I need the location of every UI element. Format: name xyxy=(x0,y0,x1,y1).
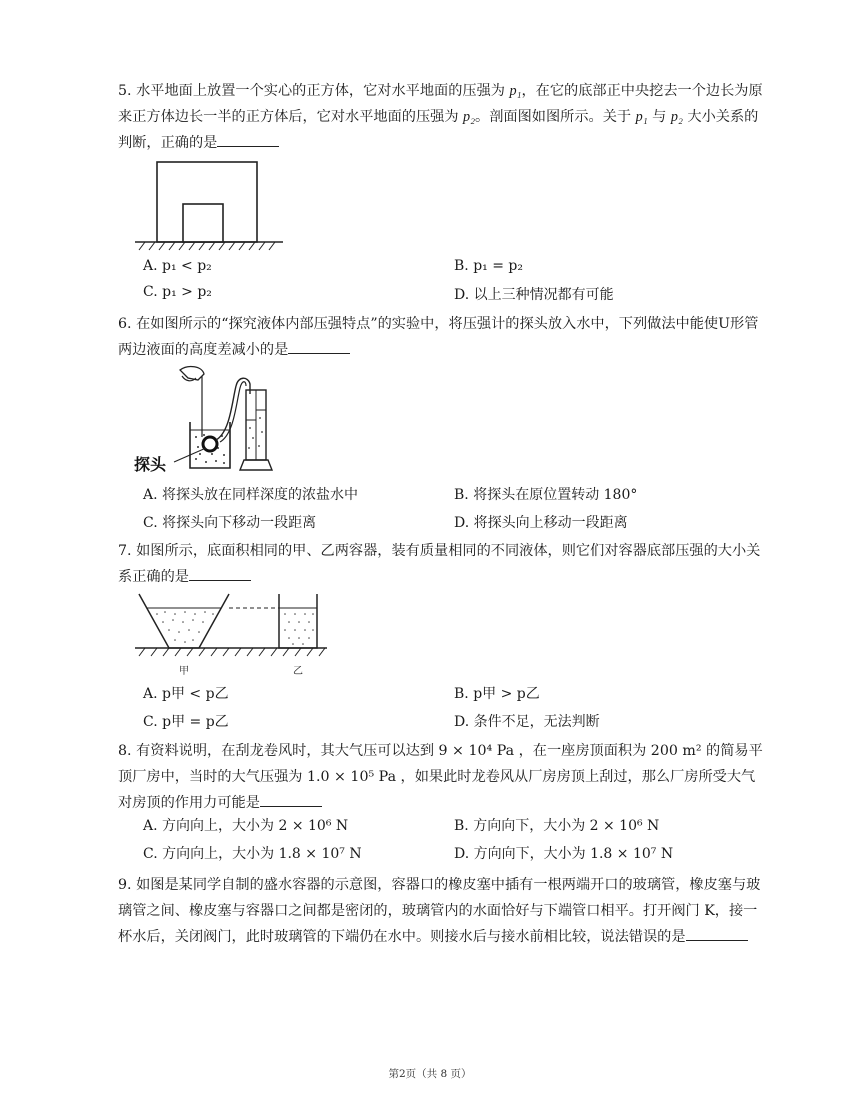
question-5 xyxy=(118,78,768,156)
option-d[interactable]: D. 以上三种情况都有可能 xyxy=(454,287,614,303)
question-text: ，在一座房顶面积为 xyxy=(514,743,651,759)
answer-blank[interactable] xyxy=(686,926,748,941)
question-number: 6. xyxy=(118,316,132,332)
area-value: 200 m² xyxy=(650,743,702,759)
container-label-jia: 甲 xyxy=(179,666,189,677)
option-c[interactable]: C. 将探头向下移动一段距离 xyxy=(143,515,317,531)
option-b[interactable]: B. 方向向下，大小为 2 × 10⁶ N xyxy=(454,818,660,834)
option-c[interactable]: C. p₁ > p₂ xyxy=(143,284,212,300)
question-text: 如图是某同学自制的盛水容器的示意图，容器口的橡皮塞中插有一根两端开口的玻璃管，橡皮塞与玻璃管之间、橡皮塞与容器口之间都是密闭的，玻璃管内的水面恰好与下端管口相平。打开阀门 K，接一杯水后，关闭阀门，此时玻璃管的下端仍在水中。则接水后与接水前相比较，说法错误的是 xyxy=(118,877,761,945)
two-containers-figure xyxy=(135,590,330,680)
option-a[interactable]: A. p₁ < p₂ xyxy=(143,258,212,274)
symbol-p1: p₁ xyxy=(635,109,648,125)
option-b[interactable]: B. p₁ = p₂ xyxy=(454,258,523,274)
container-label-yi: 乙 xyxy=(293,666,303,677)
pressure-value-2: 1.0 × 10⁵ Pa xyxy=(306,769,397,785)
option-b[interactable]: B. p甲 > p乙 xyxy=(454,686,540,702)
question-text: 水平地面上放置一个实心的正方体，它对水平地面的压强为 xyxy=(136,83,510,99)
pressure-value-1: 9 × 10⁴ Pa xyxy=(438,743,515,759)
question-text: ，在它的底部正中央挖去一个边长为原来正方体边长一半的正方体后，它对水平地面的压强为 xyxy=(118,83,763,125)
question-number: 9. xyxy=(118,877,132,893)
question-text: 的简易平顶厂房中，当时的大气压强为 xyxy=(118,743,763,785)
symbol-p2: p₂ xyxy=(670,109,683,125)
question-text: 有资料说明，在刮龙卷风时，其大气压可以达到 xyxy=(136,743,439,759)
option-d[interactable]: D. 方向向下，大小为 1.8 × 10⁷ N xyxy=(454,846,674,862)
page-footer: 第2页（共 8 页） xyxy=(388,1068,472,1080)
question-text: ，如果此时龙卷风从厂房房顶上刮过，那么厂房所受大气对房顶的作用力可能是 xyxy=(118,769,756,811)
question-8 xyxy=(118,738,768,816)
option-a[interactable]: A. 方向向上，大小为 2 × 10⁶ N xyxy=(143,818,349,834)
cube-cross-section-figure xyxy=(135,160,285,255)
option-a[interactable]: A. p甲 < p乙 xyxy=(143,686,229,702)
answer-blank[interactable] xyxy=(217,132,279,147)
question-number: 8. xyxy=(118,743,132,759)
question-9 xyxy=(118,872,768,950)
pressure-gauge-figure xyxy=(132,362,282,477)
answer-blank[interactable] xyxy=(288,339,350,354)
question-text: 大小关系的判断，正确的是 xyxy=(118,109,759,151)
question-text: 与 xyxy=(647,109,671,125)
question-number: 5. xyxy=(118,83,132,99)
answer-blank[interactable] xyxy=(260,792,322,807)
question-text: 。剖面图如图所示。关于 xyxy=(475,109,636,125)
answer-blank[interactable] xyxy=(189,566,251,581)
option-c[interactable]: C. p甲 = p乙 xyxy=(143,714,229,730)
question-7 xyxy=(118,538,768,590)
option-c[interactable]: C. 方向向上，大小为 1.8 × 10⁷ N xyxy=(143,846,362,862)
question-6 xyxy=(118,311,768,363)
question-number: 7. xyxy=(118,543,132,559)
probe-label: 探头 xyxy=(134,455,167,474)
option-d[interactable]: D. 将探头向上移动一段距离 xyxy=(454,515,628,531)
option-b[interactable]: B. 将探头在原位置转动 180° xyxy=(454,487,638,503)
option-a[interactable]: A. 将探头放在同样深度的浓盐水中 xyxy=(143,487,359,503)
question-text: 如图所示，底面积相同的甲、乙两容器，装有质量相同的不同液体，则它们对容器底部压强的大小关系正确的是 xyxy=(118,543,761,585)
symbol-p2: p₂ xyxy=(463,109,476,125)
option-d[interactable]: D. 条件不足，无法判断 xyxy=(454,714,600,730)
question-text: 在如图所示的“探究液体内部压强特点”的实验中，将压强计的探头放入水中，下列做法中能使U形管两边液面的高度差减小的是 xyxy=(118,316,759,358)
symbol-p1: p₁ xyxy=(509,83,522,99)
